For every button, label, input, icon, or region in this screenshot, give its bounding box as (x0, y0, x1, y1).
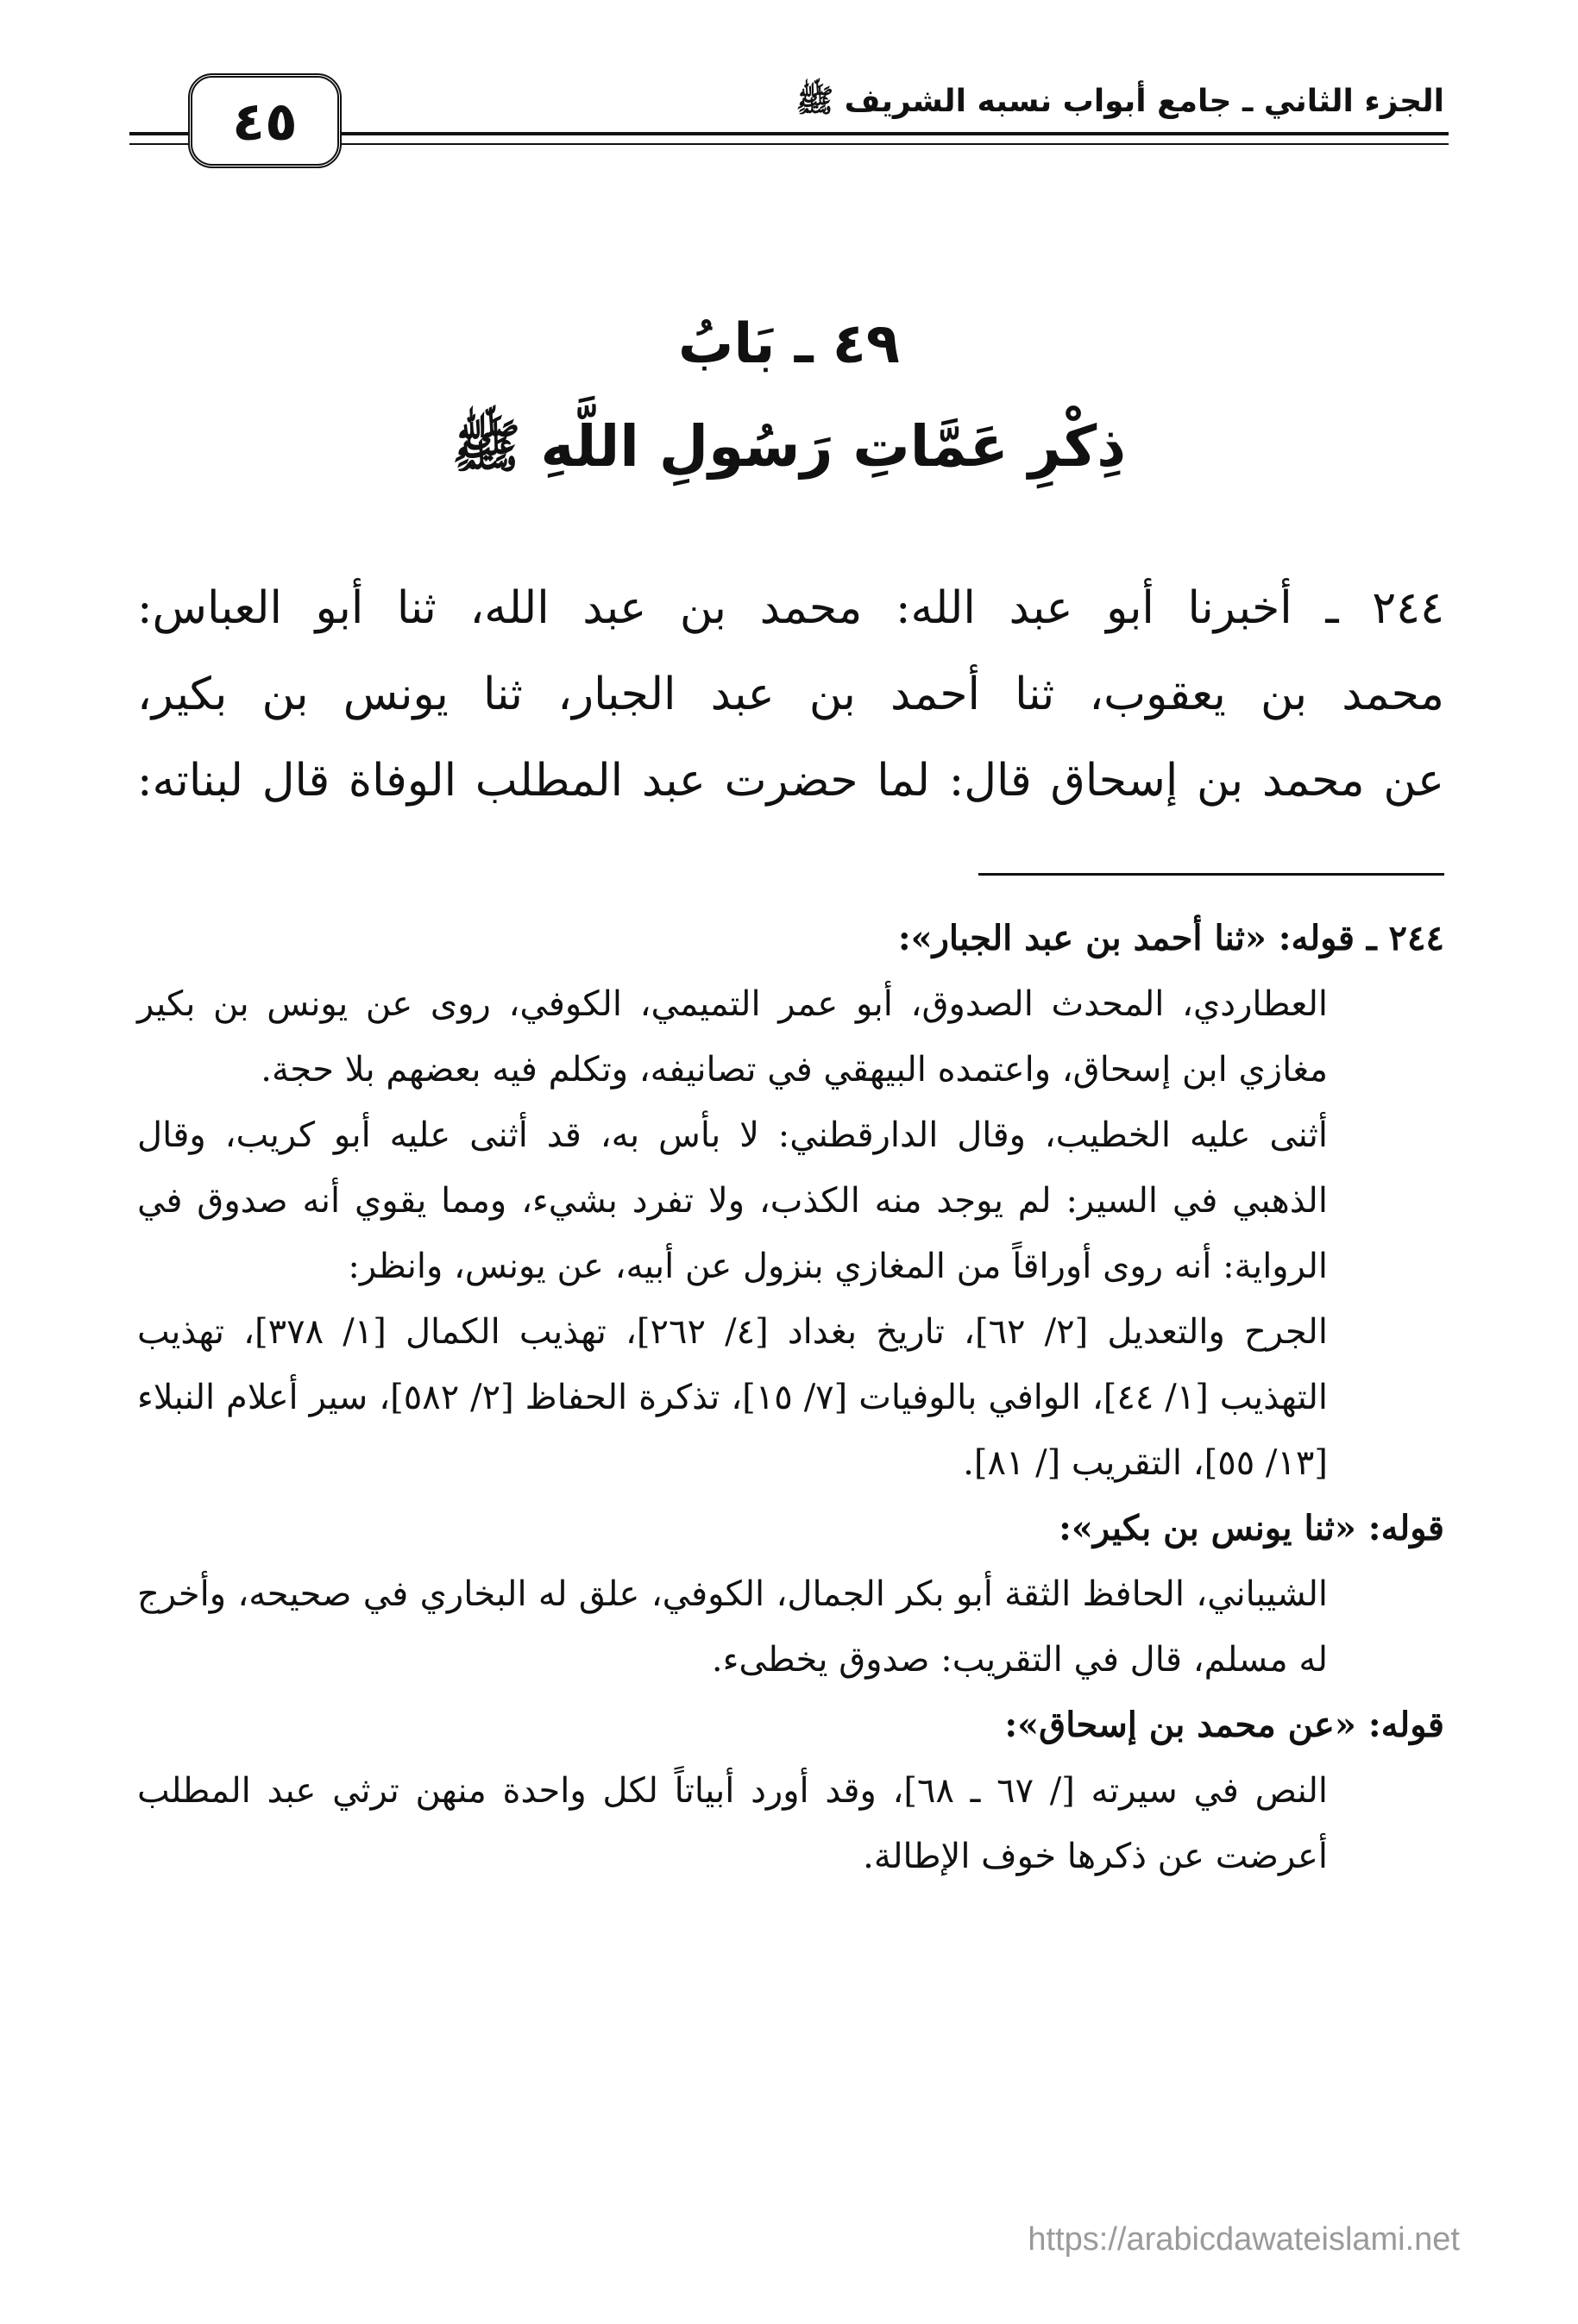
chapter-title: ذِكْرِ عَمَّاتِ رَسُولِ اللَّهِ ﷺ (451, 413, 1127, 480)
footnote-lead: قوله: «ثنا يونس بن بكير»: (1059, 1508, 1444, 1548)
footnote-lead: ٢٤٤ ـ قوله: «ثنا أحمد بن عبد الجبار»: (897, 918, 1444, 958)
main-text-line: ٢٤٤ ـ أخبرنا أبو عبد الله: محمد بن عبد الله، ثنا أبو العباس: (137, 582, 1444, 634)
watermark-url: https://arabicdawateislami.net (1028, 2221, 1460, 2258)
footnote-paragraph: الجرح والتعديل [٢/ ٦٢]، تاريخ بغداد [٤/ ٢٦٢]، تهذيب الكمال [١/ ٣٧٨]، تهذيب التهذيب [١/ ٤٤]، الوافي بالوفيات [٧/ ١٥]، تذكرة الحفاظ [٢/ ٥٨٢]، سير أعلام النبلاء [١٣/ ٥٥]، التقريب [/ ٨١]. (137, 1312, 1328, 1483)
footnote-divider (978, 873, 1444, 876)
main-text (137, 565, 1444, 824)
footnote-paragraph: العطاردي، المحدث الصدوق، أبو عمر التميمي، الكوفي، روى عن يونس بن بكير مغازي ابن إسحاق، واعتمده البيهقي في تصانيفه، وتكلم فيه بعضهم بلا حجة. (137, 984, 1329, 1090)
running-title: الجزء الثاني ـ جامع أبواب نسبه الشريف ﷺ (795, 84, 1444, 119)
footnote-paragraph: الشيباني، الحافظ الثقة أبو بكر الجمال، الكوفي، علق له البخاري في صحيحه، وأخرج له مسلم، قال في التقريب: صدوق يخطىء. (137, 1574, 1328, 1680)
footnotes (137, 906, 1444, 1889)
footnote-lead: قوله: «عن محمد بن إسحاق»: (1004, 1705, 1444, 1745)
footnote-paragraph: أثنى عليه الخطيب، وقال الدارقطني: لا بأس به، قد أثنى عليه أبو كريب، وقال الذهبي في السير: لم يوجد منه الكذب، ولا تفرد بشيء، ومما يقوي أنه صدوق في الرواية: أنه روى أوراقاً من المغازي بنزول عن أبيه، عن يونس، وانظر: (137, 1115, 1328, 1286)
page-number: ٤٥ (232, 89, 298, 153)
main-text-line: محمد بن يعقوب، ثنا أحمد بن عبد الجبار، ثنا يونس بن بكير، (137, 669, 1444, 720)
footnote-paragraph: النص في سيرته [/ ٦٧ ـ ٦٨]، وقد أورد أبياتاً لكل واحدة منهن ترثي عبد المطلب أعرضت عن ذكرها خوف الإطالة. (137, 1771, 1328, 1876)
page-number-box (188, 73, 342, 168)
chapter-number: ٤٩ ـ بَابُ (678, 312, 900, 376)
main-text-line: عن محمد بن إسحاق قال: لما حضرت عبد المطلب الوفاة قال لبناته: (137, 755, 1444, 807)
